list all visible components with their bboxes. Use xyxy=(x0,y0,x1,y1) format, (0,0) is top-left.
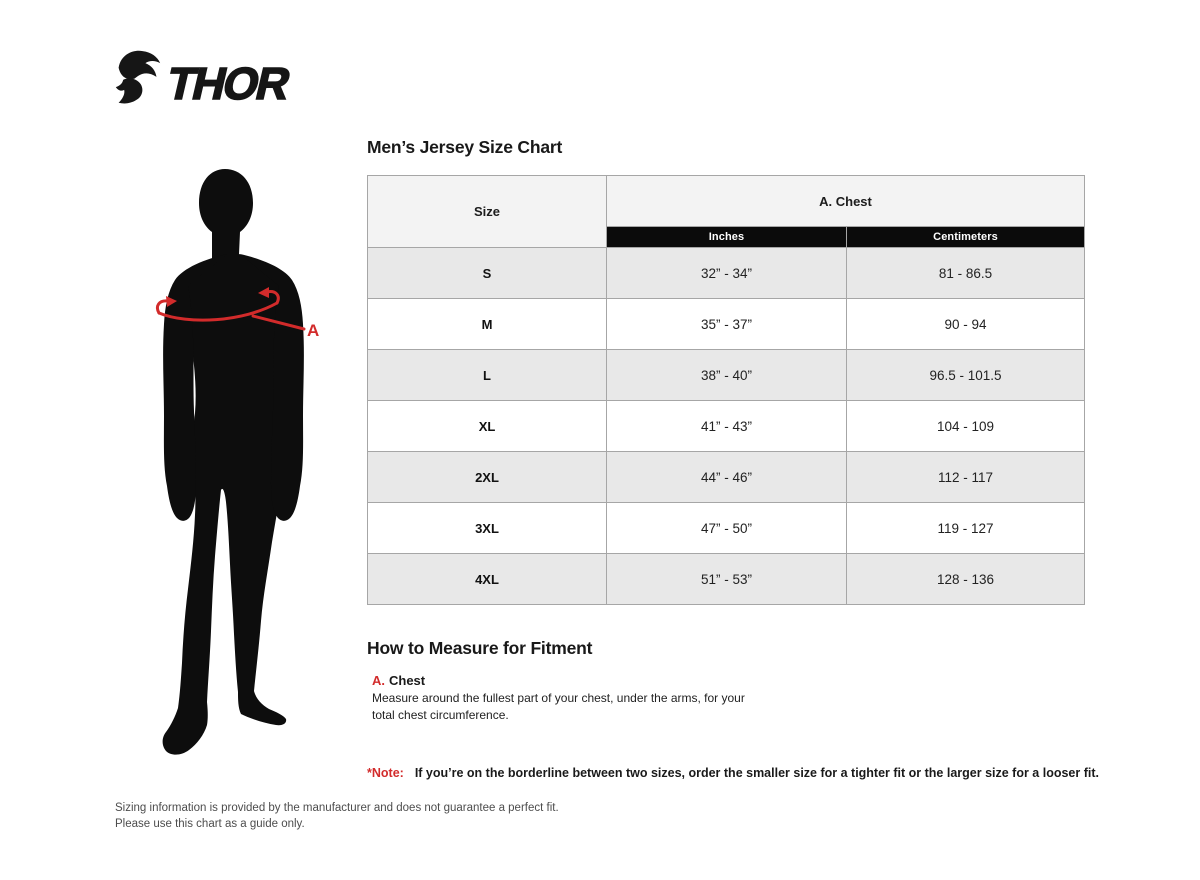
col-header-size: Size xyxy=(368,176,607,248)
col-header-chest: A. Chest xyxy=(607,176,1085,227)
measure-item-description: Measure around the fullest part of your chest, under the arms, for your total chest circumference. xyxy=(372,691,745,722)
inches-cell: 47” - 50” xyxy=(607,503,847,554)
inches-cell: 35” - 37” xyxy=(607,299,847,350)
measure-item-chest xyxy=(372,673,425,688)
centimeters-cell: 104 - 109 xyxy=(847,401,1085,452)
size-chart-title: Men’s Jersey Size Chart xyxy=(367,137,563,157)
inches-cell: 32” - 34” xyxy=(607,248,847,299)
disclaimer-line-1: Sizing information is provided by the manufacturer and does not guarantee a perfect fit. xyxy=(115,802,559,814)
thor-brand-text: THOR xyxy=(162,57,294,109)
centimeters-cell: 90 - 94 xyxy=(847,299,1085,350)
note-text: If you’re on the borderline between two sizes, order the smaller size for a tighter fit or the larger size for a looser fit. xyxy=(414,766,1099,780)
size-cell: L xyxy=(368,350,607,401)
disclaimer-footer xyxy=(115,800,559,832)
sizing-note xyxy=(367,766,1099,780)
size-chart-table-wrap xyxy=(367,175,1085,605)
centimeters-cell: 81 - 86.5 xyxy=(847,248,1085,299)
centimeters-cell: 112 - 117 xyxy=(847,452,1085,503)
measure-item-letter: A. xyxy=(372,673,385,688)
table-row xyxy=(368,248,1085,299)
inches-cell: 41” - 43” xyxy=(607,401,847,452)
table-row xyxy=(368,401,1085,452)
size-cell: 3XL xyxy=(368,503,607,554)
col-header-centimeters: Centimeters xyxy=(847,227,1085,248)
inches-cell: 38” - 40” xyxy=(607,350,847,401)
size-cell: M xyxy=(368,299,607,350)
size-cell: 2XL xyxy=(368,452,607,503)
col-header-inches: Inches xyxy=(607,227,847,248)
size-cell: 4XL xyxy=(368,554,607,605)
chest-measure-label: A xyxy=(307,321,320,340)
centimeters-cell: 119 - 127 xyxy=(847,503,1085,554)
body-silhouette-figure xyxy=(128,166,343,766)
thor-logo xyxy=(114,47,294,109)
size-cell: S xyxy=(368,248,607,299)
thor-goat-icon xyxy=(114,47,162,105)
measure-section-title: How to Measure for Fitment xyxy=(367,638,593,658)
table-row xyxy=(368,350,1085,401)
size-chart-table xyxy=(367,175,1085,605)
centimeters-cell: 96.5 - 101.5 xyxy=(847,350,1085,401)
table-row xyxy=(368,554,1085,605)
inches-cell: 51” - 53” xyxy=(607,554,847,605)
table-row xyxy=(368,299,1085,350)
table-row xyxy=(368,452,1085,503)
disclaimer-line-2: Please use this chart as a guide only. xyxy=(115,818,305,830)
inches-cell: 44” - 46” xyxy=(607,452,847,503)
table-row xyxy=(368,503,1085,554)
measure-item-name: Chest xyxy=(389,673,426,688)
size-cell: XL xyxy=(368,401,607,452)
centimeters-cell: 128 - 136 xyxy=(847,554,1085,605)
note-label: *Note: xyxy=(367,766,404,780)
